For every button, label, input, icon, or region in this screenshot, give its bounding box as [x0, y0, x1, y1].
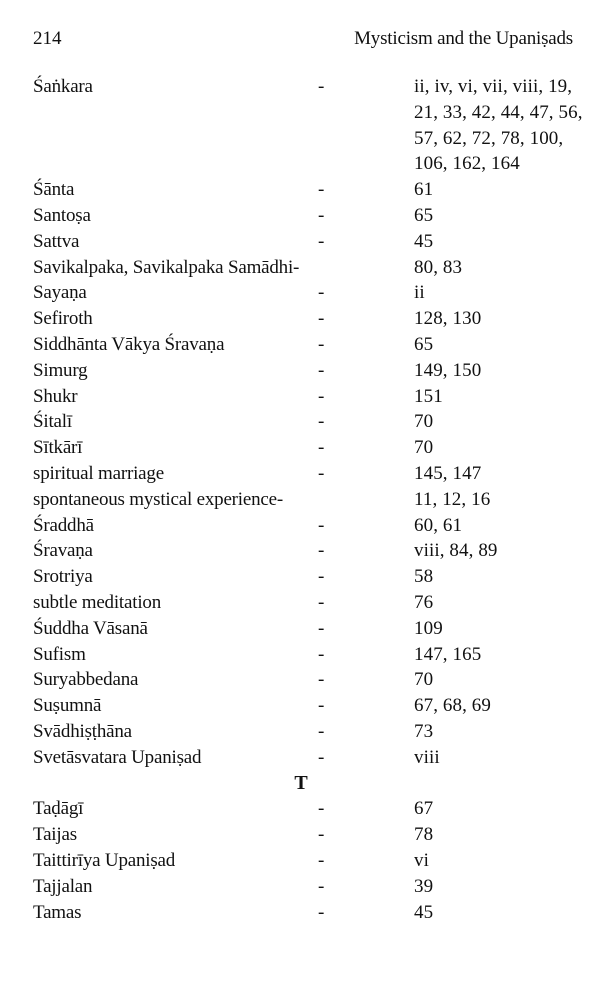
index-entry — [33, 177, 593, 203]
index-term: Sītkārī — [33, 437, 83, 459]
index-pages: 78 — [414, 824, 434, 846]
index-pages: 128, 130 — [414, 308, 482, 330]
index-dash: - — [318, 695, 325, 717]
index-term: Santoṣa — [33, 204, 91, 226]
index-entry — [33, 409, 593, 435]
index-entry — [33, 384, 593, 410]
index-term: Srotriya — [33, 566, 93, 588]
index-term: Śuddha Vāsanā — [33, 617, 148, 639]
index-entry — [33, 538, 593, 564]
index-pages: 60, 61 — [414, 514, 463, 536]
index-entry — [33, 745, 593, 771]
index-pages: 58 — [414, 566, 434, 588]
index-term: Śānta — [33, 179, 75, 201]
index-pages: 65 — [414, 204, 434, 226]
index-term: Tamas — [33, 901, 82, 923]
index-term: Sefiroth — [33, 308, 93, 330]
index-dash: - — [318, 669, 325, 691]
index-pages: 45 — [414, 901, 434, 923]
index-entry — [33, 487, 593, 513]
index-dash: - — [318, 875, 325, 897]
index-entry — [33, 874, 593, 900]
page-number: 214 — [33, 28, 62, 49]
index-pages: 147, 165 — [414, 643, 482, 665]
index-entry — [33, 642, 593, 668]
index-entry — [33, 203, 593, 229]
index-term: spontaneous mystical experience- — [33, 488, 284, 510]
index-pages: 70 — [414, 411, 434, 433]
index-dash: - — [318, 566, 325, 588]
index-term: Savikalpaka, Savikalpaka Samādhi- — [33, 256, 300, 278]
page-header — [33, 28, 573, 52]
index-term: Suryabbedana — [33, 669, 139, 691]
index-dash: - — [318, 514, 325, 536]
index-entry — [33, 900, 593, 926]
index-entry — [33, 564, 593, 590]
index-dash: - — [318, 230, 325, 252]
index-pages: 149, 150 — [414, 359, 482, 381]
index-term: Sufism — [33, 643, 86, 665]
index-pages: 67 — [414, 798, 434, 820]
index-pages: vi — [414, 849, 429, 871]
running-title: Mysticism and the Upaniṣads — [354, 28, 573, 49]
index-dash: - — [318, 824, 325, 846]
index-pages: 45 — [414, 230, 434, 252]
index-entry — [33, 796, 593, 822]
index-dash: - — [318, 540, 325, 562]
index-term: Tajjalan — [33, 875, 93, 897]
index-term: Siddhānta Vākya Śravaṇa — [33, 333, 225, 355]
index-term: Svetāsvatara Upaniṣad — [33, 746, 202, 768]
index-term: Śaṅkara — [33, 76, 93, 97]
section-letter-t: T — [294, 771, 308, 794]
index-dash: - — [318, 591, 325, 613]
index-entry — [33, 74, 593, 177]
index-dash: - — [318, 720, 325, 742]
index-entry — [33, 280, 593, 306]
index-dash: - — [318, 179, 325, 201]
index-term: Shukr — [33, 385, 78, 407]
index-entry — [33, 616, 593, 642]
index-pages: 11, 12, 16 — [414, 488, 491, 510]
index-pages: 61 — [414, 179, 434, 201]
index-dash: - — [318, 617, 325, 639]
index-pages: viii — [414, 746, 440, 768]
index-pages: ii — [414, 282, 425, 304]
index-term: Taittirīya Upaniṣad — [33, 849, 176, 871]
index-entry — [33, 848, 593, 874]
index-dash: - — [318, 308, 325, 330]
index-pages: 70 — [414, 669, 434, 691]
index-dash: - — [318, 643, 325, 665]
index-entry — [33, 332, 593, 358]
index-term: Śitalī — [33, 411, 72, 433]
index-entry — [33, 513, 593, 539]
index-pages: 76 — [414, 591, 434, 613]
index-pages: viii, 84, 89 — [414, 540, 498, 562]
index-entry — [33, 461, 593, 487]
index-dash: - — [318, 385, 325, 407]
index-dash: - — [318, 849, 325, 871]
index-term: Śravaṇa — [33, 540, 93, 562]
index-entry — [33, 719, 593, 745]
index-entry — [33, 435, 593, 461]
index-list — [33, 74, 593, 925]
index-term: Suṣumnā — [33, 695, 102, 717]
index-term: subtle meditation — [33, 591, 161, 613]
index-entry — [33, 667, 593, 693]
index-term: Sattva — [33, 230, 80, 252]
index-entry — [33, 693, 593, 719]
index-entry — [33, 306, 593, 332]
index-dash: - — [318, 204, 325, 226]
index-entry — [33, 229, 593, 255]
index-dash: - — [318, 411, 325, 433]
index-term: Taḍāgī — [33, 798, 84, 820]
index-pages: 151 — [414, 385, 443, 407]
index-pages: ii, iv, vi, vii, viii, 19, 21, 33, 42, 44, 47, 56, 57, 62, 72, 78, 100, 106, 162, 164 — [414, 76, 583, 175]
index-pages: 67, 68, 69 — [414, 695, 491, 717]
index-dash: - — [318, 76, 325, 97]
index-entry — [33, 822, 593, 848]
index-dash: - — [318, 437, 325, 459]
index-pages: 145, 147 — [414, 462, 482, 484]
index-pages: 109 — [414, 617, 443, 639]
index-dash: - — [318, 746, 325, 768]
index-dash: - — [318, 798, 325, 820]
index-pages: 65 — [414, 333, 434, 355]
index-entry — [33, 590, 593, 616]
index-term: Taijas — [33, 824, 77, 846]
index-dash: - — [318, 282, 325, 304]
index-pages: 39 — [414, 875, 434, 897]
index-term: Śraddhā — [33, 514, 94, 536]
index-dash: - — [318, 462, 325, 484]
index-entry — [33, 255, 593, 281]
index-term: Svādhiṣṭhāna — [33, 720, 132, 742]
index-dash: - — [318, 333, 325, 355]
index-dash: - — [318, 901, 325, 923]
index-pages: 73 — [414, 720, 434, 742]
index-pages: 80, 83 — [414, 256, 463, 278]
index-dash: - — [318, 359, 325, 381]
index-entry — [33, 358, 593, 384]
index-pages: 70 — [414, 437, 434, 459]
index-term: Sayaṇa — [33, 282, 87, 304]
index-term: spiritual marriage — [33, 462, 164, 484]
index-term: Simurg — [33, 359, 88, 381]
